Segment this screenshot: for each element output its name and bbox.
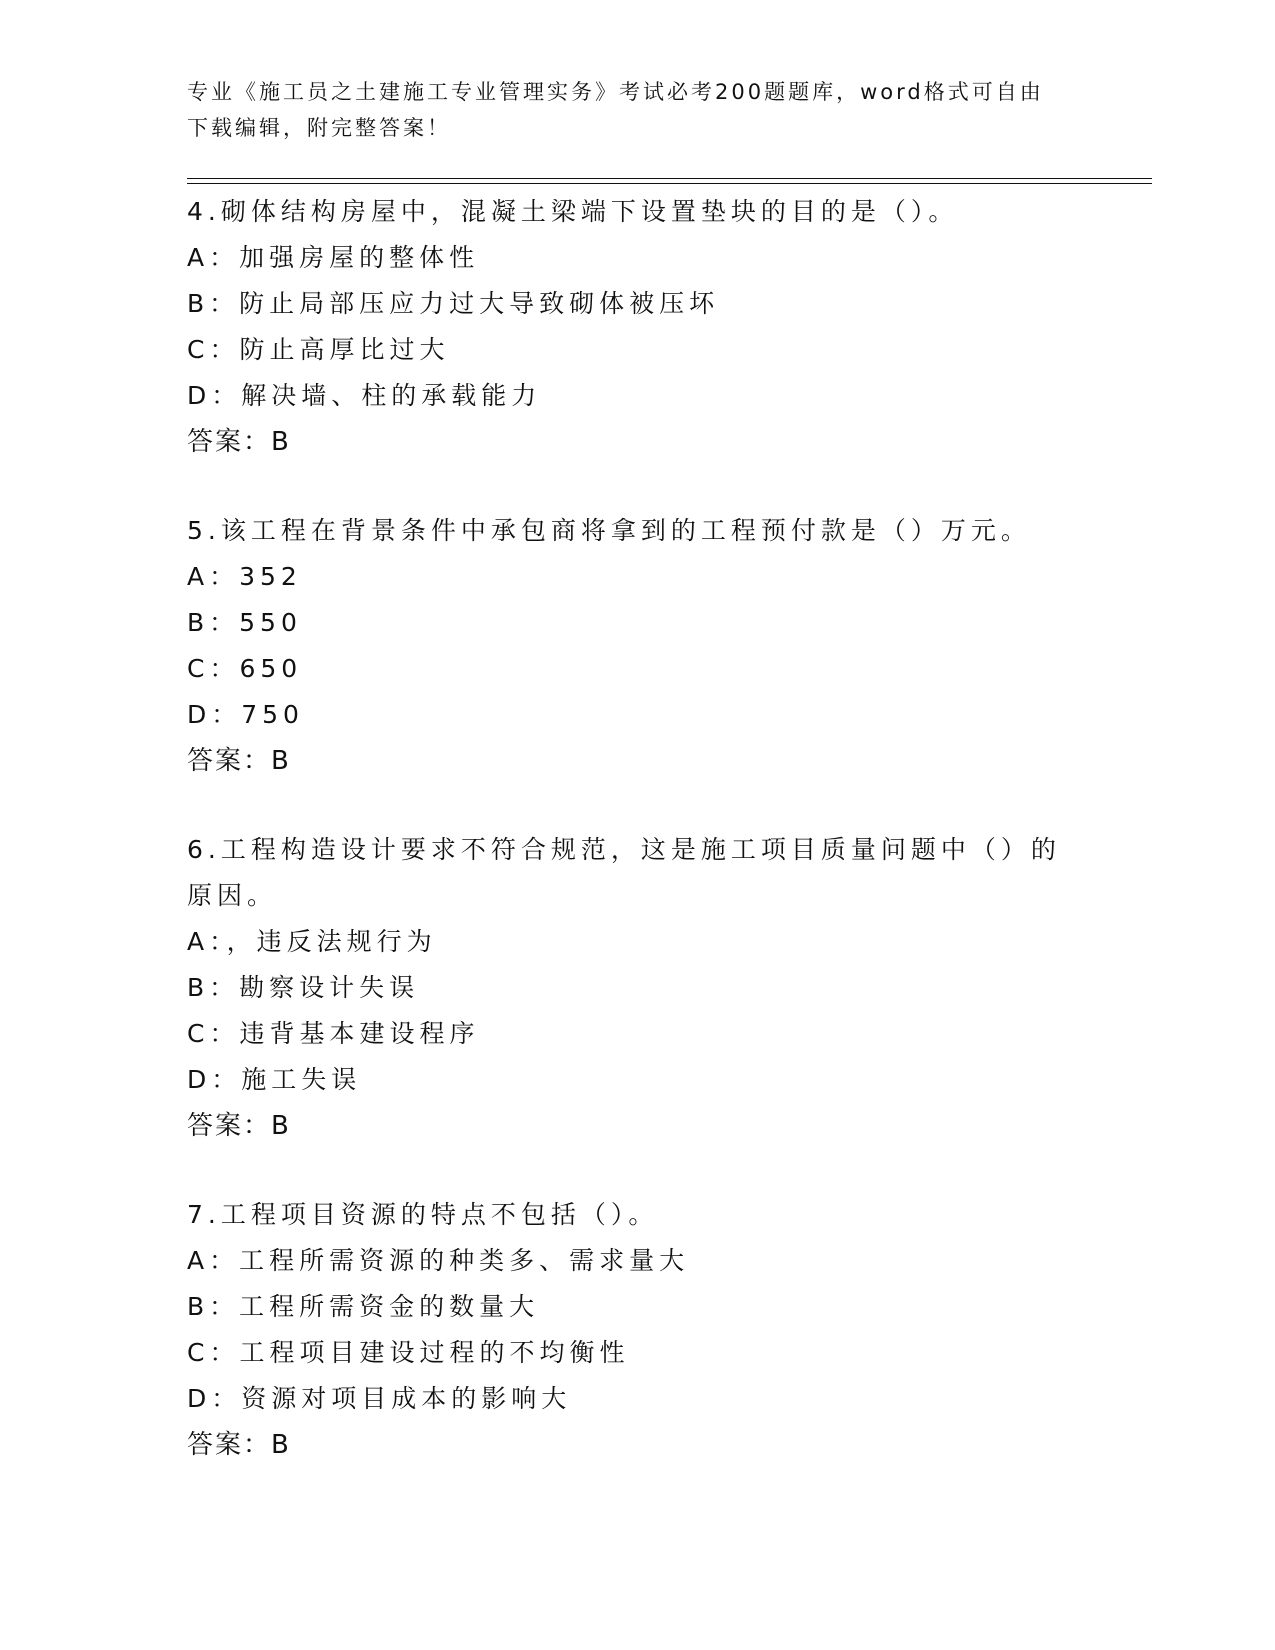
answer-line: 答案：B	[187, 427, 291, 457]
question-block	[187, 827, 1087, 1149]
question-block	[187, 508, 1087, 784]
question-title: 6.工程构造设计要求不符合规范，这是施工项目质量问题中（）的原因。	[187, 835, 1061, 910]
option-d: D：750	[187, 700, 304, 729]
question-block	[187, 1192, 1087, 1468]
header-divider-top	[187, 178, 1152, 179]
option-b: B：工程所需资金的数量大	[187, 1292, 540, 1321]
option-b: B：勘察设计失误	[187, 973, 420, 1002]
answer-line: 答案：B	[187, 1430, 291, 1460]
header-divider-bottom	[187, 183, 1152, 184]
option-c: C：650	[187, 654, 303, 683]
question-title: 7.工程项目资源的特点不包括（）。	[187, 1200, 659, 1229]
option-d: D：资源对项目成本的影响大	[187, 1384, 572, 1413]
option-a: A：，违反法规行为	[187, 927, 437, 956]
answer-line: 答案：B	[187, 1111, 291, 1141]
option-c: C：违背基本建设程序	[187, 1019, 480, 1048]
option-a: A：352	[187, 562, 302, 591]
option-a: A：工程所需资源的种类多、需求量大	[187, 1246, 690, 1275]
option-b: B：550	[187, 608, 302, 637]
answer-line: 答案：B	[187, 746, 291, 776]
option-c: C：工程项目建设过程的不均衡性	[187, 1338, 630, 1367]
document-header: 专业《施工员之土建施工专业管理实务》考试必考200题题库，word格式可自由下载编辑，附完整答案！	[187, 80, 1044, 140]
question-title: 5.该工程在背景条件中承包商将拿到的工程预付款是（）万元。	[187, 516, 1031, 545]
question-block	[187, 189, 1087, 465]
question-title: 4.砌体结构房屋中，混凝土梁端下设置垫块的目的是（）。	[187, 197, 959, 226]
option-d: D：施工失误	[187, 1065, 362, 1094]
option-d: D：解决墙、柱的承载能力	[187, 381, 542, 410]
option-a: A：加强房屋的整体性	[187, 243, 480, 272]
option-b: B：防止局部压应力过大导致砌体被压坏	[187, 289, 720, 318]
option-c: C：防止高厚比过大	[187, 335, 450, 364]
